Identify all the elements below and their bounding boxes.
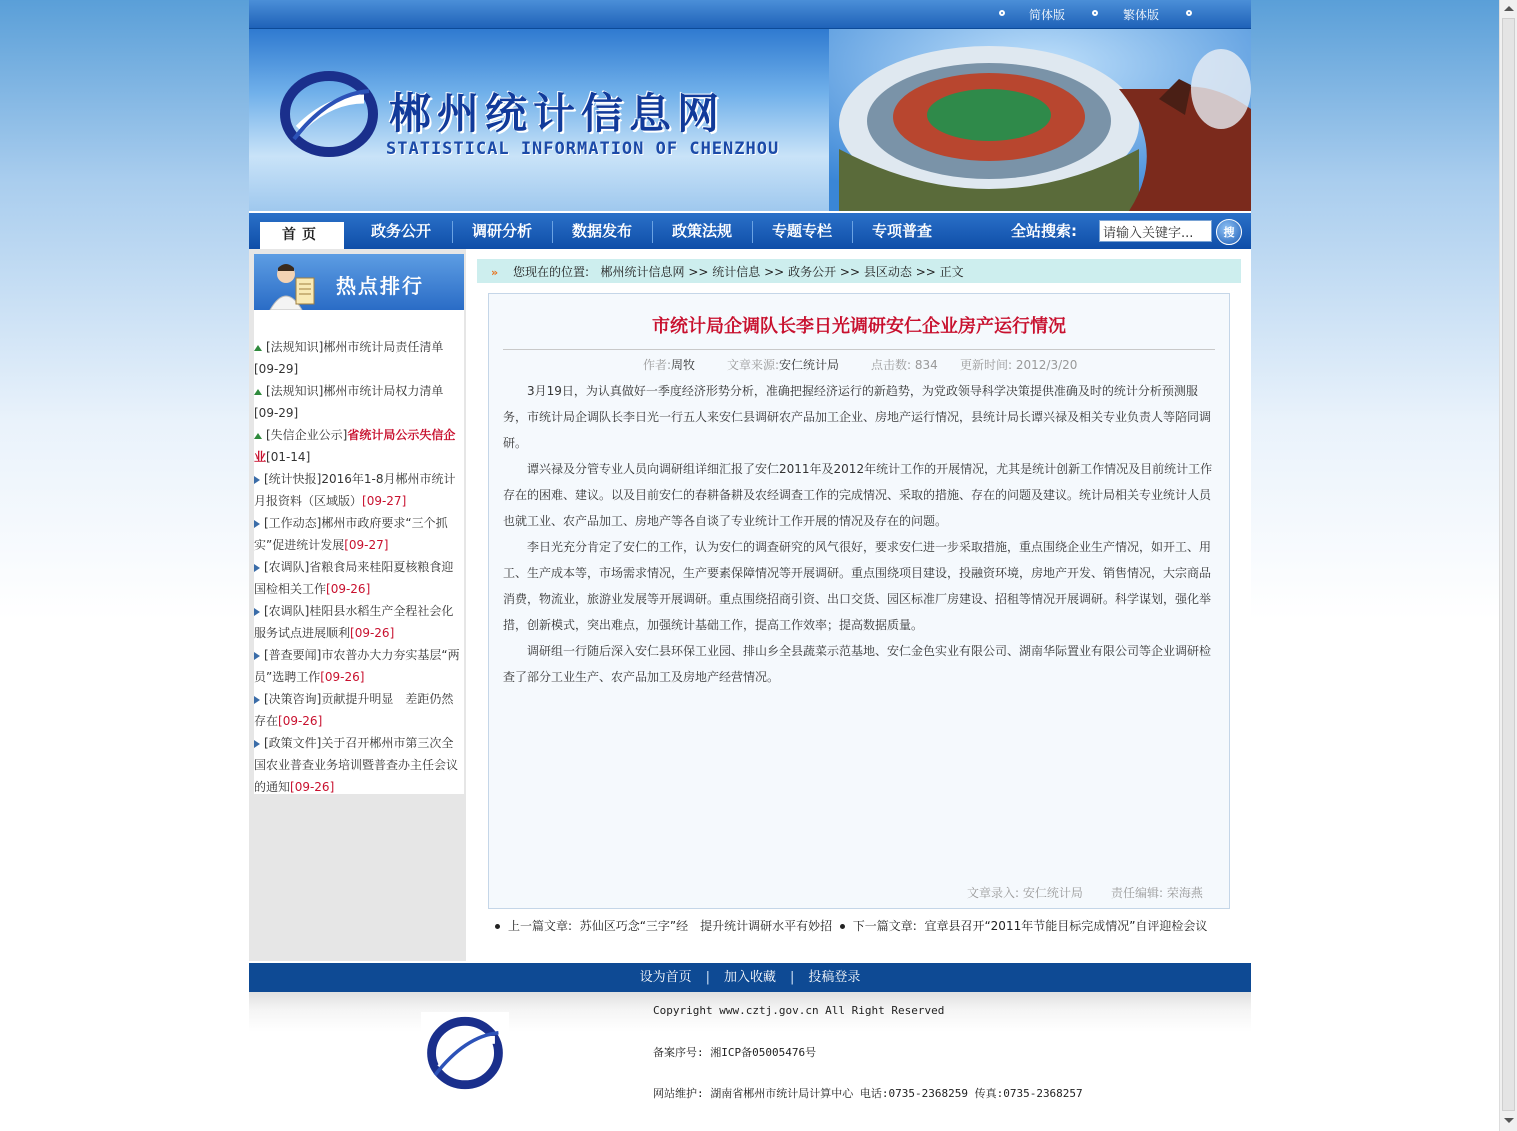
- list-item[interactable]: [254, 424, 464, 468]
- list-item-text[interactable]: [农调队]省粮食局来桂阳夏核粮食迎国检相关工作: [254, 560, 454, 596]
- right-arrow-icon: [254, 652, 260, 660]
- breadcrumb-county-news-link[interactable]: 县区动态: [863, 265, 912, 279]
- up-arrow-icon: [254, 345, 262, 351]
- person-clipboard-icon: [266, 258, 322, 310]
- nav-data-release[interactable]: 数据发布: [571, 222, 632, 240]
- right-arrow-icon: [254, 696, 260, 704]
- author-label: 作者:: [643, 358, 672, 372]
- breadcrumb-stats-info-link[interactable]: 统计信息: [712, 265, 761, 279]
- clicks-label: 点击数:: [871, 358, 912, 372]
- article-paragraph: 李日光充分肯定了安仁的工作，认为安仁的调查研究的风气很好，要求安仁进一步采取措施，重点围绕企业生产情况，如开工、用工、生产成本等，市场需求情况，生产要素保障情况等开展调研。重点围绕项目建设，投融资环境，房地产开发、销售情况，大宗商品消费，物流业，旅游业发展等开展调研。重点围绕招商引资、出口交货、园区标准厂房建设、招租等情况开展调研。科学谋划，强化举措，创新模式，突出难点，加强统计基础工作，提高工作效率；提高数据质量。: [503, 540, 1212, 632]
- site-title: 郴州统计信息网: [389, 89, 726, 138]
- site-subtitle: STATISTICAL INFORMATION OF CHENZHOU: [386, 139, 780, 159]
- set-homepage-link[interactable]: 设为首页: [639, 970, 692, 985]
- bullet-icon: [495, 924, 500, 929]
- right-arrow-icon: [254, 740, 260, 748]
- breadcrumb-separator: >>: [915, 265, 936, 279]
- add-favorite-link[interactable]: 加入收藏: [723, 970, 776, 985]
- hot-ranking-header: [254, 254, 464, 310]
- list-item-date: [09-26]: [326, 582, 371, 596]
- list-item[interactable]: [254, 556, 464, 600]
- bullet-icon: [1092, 10, 1098, 16]
- footer: [249, 992, 1251, 1113]
- list-item-date: [09-26]: [350, 626, 395, 640]
- footer-icp: 备案序号: 湘ICP备05005476号: [653, 1046, 817, 1059]
- article-editor: [1111, 884, 1203, 901]
- list-item-text[interactable]: [农调队]桂阳县水稻生产全程社会化服务试点进展顺利: [254, 604, 454, 640]
- editor-label: 责任编辑:: [1111, 886, 1164, 900]
- up-arrow-icon: [254, 389, 262, 395]
- breadcrumb-separator: >>: [764, 265, 785, 279]
- prev-next-nav: [495, 915, 1225, 937]
- breadcrumb-gov-affairs-link[interactable]: 政务公开: [788, 265, 837, 279]
- right-arrow-icon: [254, 520, 260, 528]
- list-item-date: [09-27]: [344, 538, 389, 552]
- article-author: [643, 356, 695, 373]
- list-item-date: [09-29]: [254, 406, 299, 420]
- breadcrumb-text: [513, 263, 964, 280]
- scrollbar-thumb[interactable]: [1502, 18, 1515, 1111]
- site-banner: [249, 29, 1251, 211]
- time-label: 更新时间:: [960, 358, 1013, 372]
- article-title: 市统计局企调队长李日光调研安仁企业房产运行情况: [652, 316, 1066, 337]
- article-body: [503, 378, 1215, 690]
- list-item-date: [09-26]: [320, 670, 365, 684]
- simplified-chinese-link[interactable]: 简体版: [1029, 8, 1066, 22]
- breadcrumb: [477, 259, 1241, 283]
- list-item-date: [09-26]: [278, 714, 323, 728]
- next-article-link[interactable]: 宜章县召开“2011年节能目标完成情况”自评迎检会议: [924, 919, 1208, 933]
- article-update-time: [960, 356, 1077, 373]
- prev-article-link[interactable]: 苏仙区巧念“三字”经 提升统计调研水平有妙招: [579, 919, 833, 933]
- prev-article-label: 上一篇文章:: [508, 919, 573, 933]
- right-arrow-icon: [254, 564, 260, 572]
- entry-value: 安仁统计局: [1022, 886, 1083, 900]
- footer-copyright: Copyright www.cztj.gov.cn All Right Reserved: [653, 1004, 945, 1017]
- list-item-text[interactable]: [统计快报]2016年1-8月郴州市统计月报资料（区域版）: [254, 472, 456, 508]
- source-value: 安仁统计局: [779, 358, 840, 372]
- search-button[interactable]: 搜: [1216, 219, 1242, 245]
- breadcrumb-prefix: 您现在的位置:: [513, 265, 590, 279]
- article-panel: [488, 293, 1230, 909]
- editor-value: 荣海燕: [1166, 886, 1203, 900]
- right-arrow-icon: [254, 476, 260, 484]
- source-label: 文章来源:: [727, 358, 780, 372]
- footer-logo-icon: [421, 1012, 509, 1094]
- main-nav: [249, 213, 1251, 249]
- up-arrow-icon: [254, 433, 262, 439]
- breadcrumb-current: 正文: [939, 265, 964, 279]
- list-item-text[interactable]: [失信企业公示]: [266, 428, 348, 442]
- article-source: [727, 356, 839, 373]
- double-chevron-icon: »: [491, 266, 499, 279]
- list-item-highlight[interactable]: 省统计局公示失信企业: [254, 428, 456, 464]
- list-item-text[interactable]: [普查要闻]市农普办大力夯实基层“两员”选聘工作: [254, 648, 460, 684]
- author-value: 周牧: [671, 358, 696, 372]
- list-item-date: [09-29]: [254, 362, 299, 376]
- footer-separator: |: [790, 970, 795, 985]
- breadcrumb-separator: >>: [839, 265, 861, 279]
- search-input[interactable]: [1099, 220, 1212, 242]
- list-item[interactable]: [254, 732, 464, 798]
- time-value: 2012/3/20: [1015, 358, 1078, 372]
- hot-ranking-title: 热点排行: [336, 274, 424, 298]
- list-item-text[interactable]: [决策咨询]贡献提升明显 差距仍然存在: [254, 692, 454, 728]
- footer-link-bar: [249, 963, 1251, 992]
- vertical-scrollbar[interactable]: [1499, 0, 1517, 1131]
- title-divider: [503, 349, 1215, 350]
- nav-research-analysis[interactable]: 调研分析: [471, 222, 532, 240]
- bullet-icon: [999, 10, 1005, 16]
- list-item-text[interactable]: [政策文件]关于召开郴州市第三次全国农业普查业务培训暨普查办主任会议的通知: [254, 736, 459, 794]
- article-entry: [967, 884, 1083, 901]
- list-item-date: [09-27]: [362, 494, 407, 508]
- nav-government-affairs[interactable]: 政务公开: [370, 222, 431, 240]
- list-item-text[interactable]: [工作动态]郴州市政府要求“三个抓实”促进统计发展: [254, 516, 448, 552]
- list-item-text[interactable]: [法规知识]郴州市统计局责任清单: [266, 340, 444, 354]
- hot-ranking-list: [254, 310, 464, 794]
- list-item[interactable]: [254, 644, 464, 688]
- next-article-label: 下一篇文章:: [852, 919, 917, 933]
- article-paragraph: 谭兴禄及分管专业人员向调研组详细汇报了安仁2011年及2012年统计工作的开展情况，尤其是统计创新工作情况及目前统计工作存在的困难、建议。以及目前安仁的春耕备耕及农经调查工作的完成情况、采取的措施、存在的问题及建议。统计局相关专业统计人员也就工业、农产品加工、房地产等各自谈了专业统计工作开展的情况及存在的问题。: [503, 462, 1213, 528]
- breadcrumb-separator: >>: [688, 265, 709, 279]
- article-clicks: [871, 356, 938, 373]
- list-item-date: [01-14]: [266, 450, 311, 464]
- bullet-icon: [840, 924, 845, 929]
- list-item[interactable]: [254, 600, 464, 644]
- article-paragraph: 3月19日，为认真做好一季度经济形势分析，准确把握经济运行的新趋势，为党政领导科学决策提供准确及时的统计分析预测服务，市统计局企调队长李日光一行五人来安仁县调研农产品加工企业、房地产运行情况，县统计局长谭兴禄及相关专业负责人等陪同调研。: [503, 384, 1212, 450]
- right-arrow-icon: [254, 608, 260, 616]
- scroll-down-arrow-icon[interactable]: [1504, 1118, 1514, 1123]
- clicks-value: 834: [914, 358, 938, 372]
- traditional-chinese-link[interactable]: 繁体版: [1123, 8, 1160, 22]
- top-bar: [249, 0, 1251, 29]
- page-container: [249, 0, 1251, 1113]
- list-item[interactable]: [254, 468, 464, 512]
- footer-maintainer: 网站维护: 湖南省郴州市统计局计算中心 电话:0735-2368259 传真:0735-2368257: [653, 1087, 1083, 1100]
- breadcrumb-home-link[interactable]: 郴州统计信息网: [600, 265, 685, 279]
- stadium-image: [829, 29, 1251, 211]
- footer-separator: |: [705, 970, 710, 985]
- nav-policy-regulations[interactable]: 政策法规: [671, 222, 732, 240]
- bullet-icon: [1186, 10, 1192, 16]
- article-paragraph: 调研组一行随后深入安仁县环保工业园、排山乡全县蔬菜示范基地、安仁金色实业有限公司、湖南华际置业有限公司等企业调研检查了部分工业生产、农产品加工及房地产经营情况。: [503, 644, 1212, 684]
- list-item[interactable]: [254, 336, 464, 380]
- list-item[interactable]: [254, 512, 464, 556]
- nav-special-census[interactable]: 专项普查: [871, 222, 932, 240]
- site-logo-icon[interactable]: [279, 69, 379, 159]
- submit-login-link[interactable]: 投稿登录: [808, 970, 861, 985]
- scroll-up-arrow-icon[interactable]: [1504, 6, 1514, 11]
- search-label: 全站搜索:: [1011, 222, 1077, 240]
- list-item[interactable]: [254, 688, 464, 732]
- nav-special-topics[interactable]: 专题专栏: [771, 222, 832, 240]
- list-item-text[interactable]: [法规知识]郴州市统计局权力清单: [266, 384, 444, 398]
- list-item-date: [09-26]: [290, 780, 335, 794]
- left-sidebar: [249, 249, 466, 961]
- entry-label: 文章录入:: [967, 886, 1020, 900]
- nav-home-tab[interactable]: 首页: [260, 222, 344, 249]
- list-item[interactable]: [254, 380, 464, 424]
